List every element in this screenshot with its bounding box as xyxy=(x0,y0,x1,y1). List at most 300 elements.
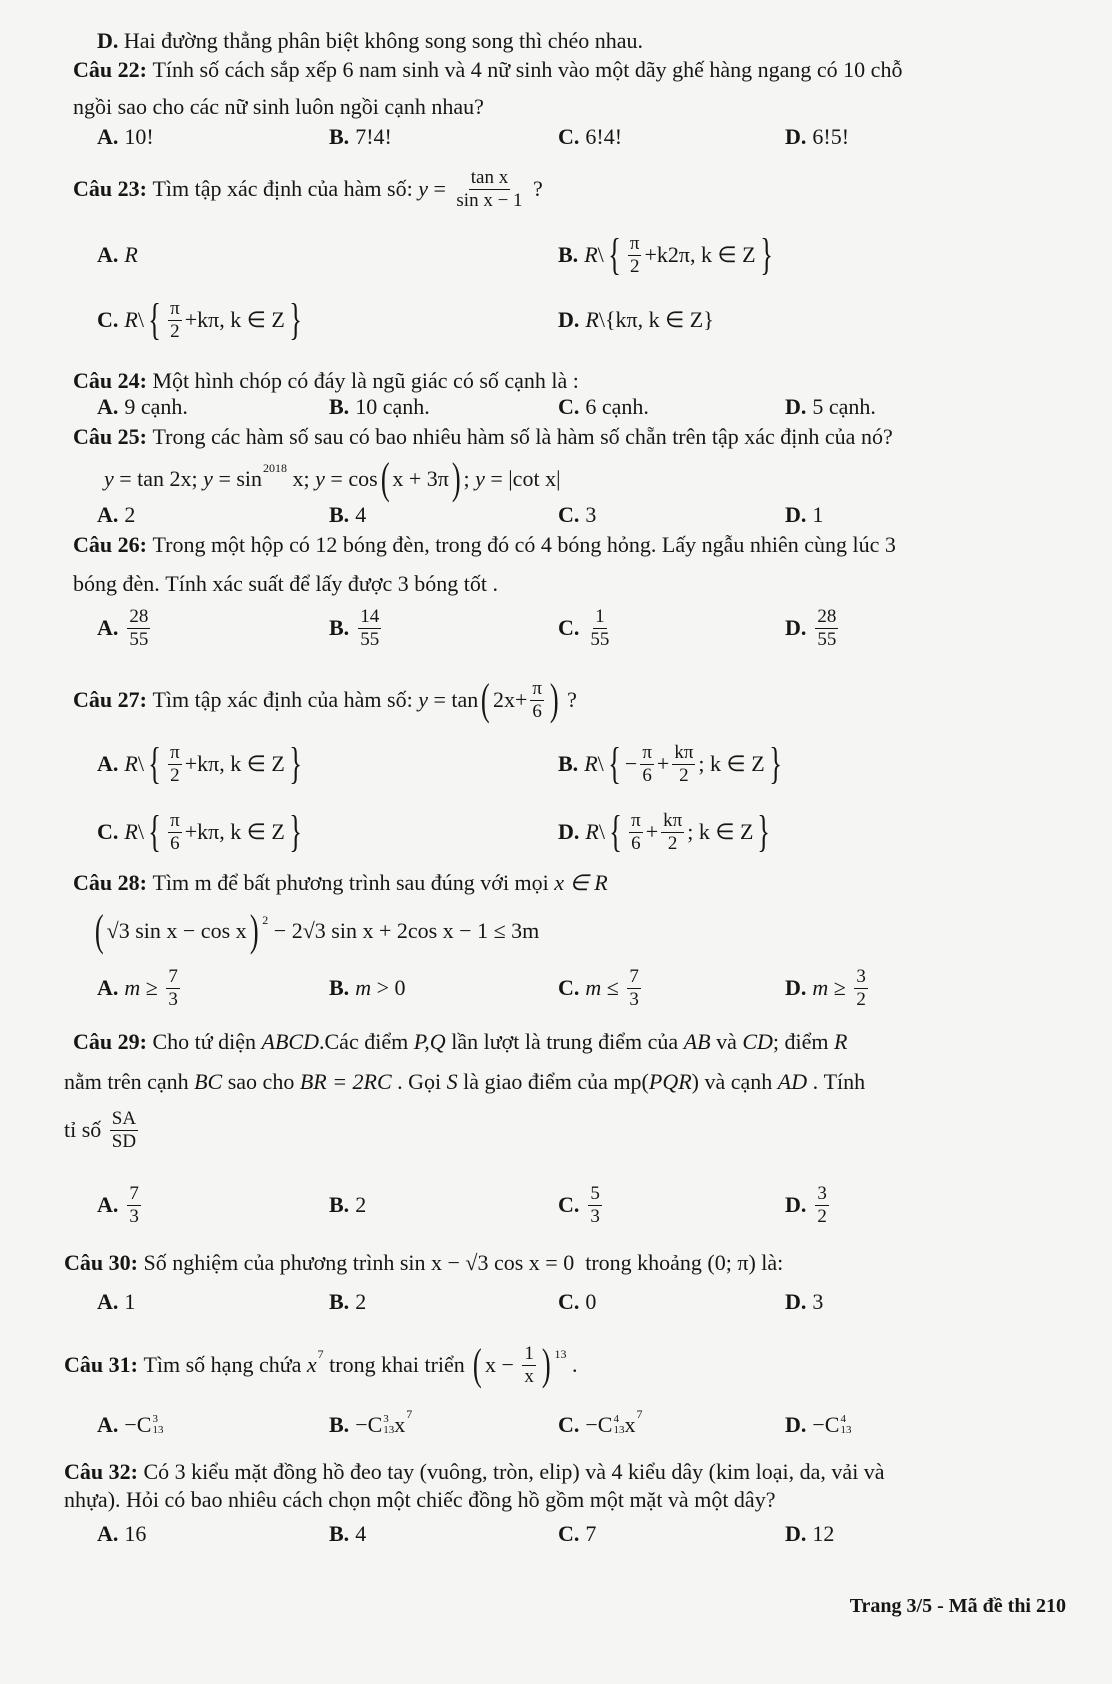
large-bracket: { xyxy=(609,807,622,856)
text-run: (0; π) xyxy=(707,1250,756,1275)
text-run: −C xyxy=(585,1412,613,1437)
fraction xyxy=(168,742,182,787)
text-run: 2x+ xyxy=(492,687,528,712)
math-symbol: y xyxy=(418,687,428,712)
answer-option-c xyxy=(97,807,306,856)
text-run: − xyxy=(624,751,638,776)
option-label: C. xyxy=(558,124,580,149)
large-bracket: } xyxy=(759,230,773,279)
answer-option-c xyxy=(558,124,622,150)
text-run: Số nghiệm của phương trình xyxy=(137,1250,400,1275)
answer-option-c xyxy=(558,502,596,528)
text-run: 6 cạnh. xyxy=(585,394,649,419)
math-symbol: R xyxy=(585,819,599,844)
math-symbol: CD xyxy=(742,1029,773,1054)
option-label: A. xyxy=(97,615,119,640)
q29-text-line xyxy=(73,1029,847,1055)
text-run: Tìm tập xác định của hàm số: xyxy=(146,687,419,712)
math-symbol: y xyxy=(203,466,213,491)
fraction-denominator: x xyxy=(524,1365,534,1387)
fraction xyxy=(661,810,684,855)
fraction-denominator: 3 xyxy=(590,1205,600,1227)
sub-superscript xyxy=(613,1414,624,1436)
question-label: Câu 28: xyxy=(73,870,147,895)
superscript: 3 xyxy=(152,1413,158,1425)
answer-option-b xyxy=(329,975,406,1001)
option-label: C. xyxy=(97,819,119,844)
large-bracket: } xyxy=(289,739,302,788)
text-run: nhựa). Hỏi có bao nhiêu cách chọn một chiếc đồng hồ gồm một mặt và một dây? xyxy=(64,1487,776,1512)
text-run: Một hình chóp có đáy là ngũ giác có số cạnh là : xyxy=(146,368,579,393)
fraction-numerator: π xyxy=(170,809,180,831)
question-label: Câu 25: xyxy=(73,424,147,449)
subscript: 13 xyxy=(840,1424,852,1436)
option-label: B. xyxy=(558,751,579,776)
option-label: A. xyxy=(97,1289,119,1314)
math-symbol: BC xyxy=(194,1069,223,1094)
answer-option-a xyxy=(97,1289,135,1315)
fraction xyxy=(530,678,544,723)
option-label: D. xyxy=(785,615,807,640)
answer-option-c xyxy=(558,605,614,650)
q24-text-line xyxy=(73,368,579,394)
fraction-numerator: kπ xyxy=(663,809,683,831)
text-run: 9 cạnh. xyxy=(124,394,188,419)
option-label: C. xyxy=(558,502,580,527)
answer-option-b xyxy=(329,605,384,650)
fraction-denominator: 6 xyxy=(532,700,542,722)
text-run: bóng đèn. Tính xác suất để lấy được 3 bóng tốt . xyxy=(73,571,498,596)
q29-text-line xyxy=(64,1069,865,1095)
fraction-numerator: 5 xyxy=(590,1182,600,1204)
text-run: 3 xyxy=(812,1289,824,1314)
question-label: Câu 22: xyxy=(73,57,147,82)
answer-option-c xyxy=(558,1182,605,1227)
superscript: 7 xyxy=(636,1407,643,1421)
text-run: Tính số cách sắp xếp 6 nam sinh và 4 nữ sinh vào một dãy ghế hàng ngang có 10 chỗ xyxy=(146,57,903,82)
text-run: \ xyxy=(137,307,144,332)
fraction-denominator: 3 xyxy=(629,988,639,1010)
text-run: . Gọi xyxy=(391,1069,447,1094)
text-run: 10! xyxy=(124,124,154,149)
large-bracket: { xyxy=(148,807,161,856)
math-symbol: R xyxy=(124,751,138,776)
answer-option-c xyxy=(558,394,649,420)
option-label: C. xyxy=(558,1412,580,1437)
fraction-numerator: 14 xyxy=(360,605,380,627)
fraction xyxy=(127,1183,141,1228)
math-symbol: m xyxy=(585,975,602,1000)
fraction-numerator: 3 xyxy=(856,965,866,987)
question-label: Câu 31: xyxy=(64,1352,138,1377)
question-label: Câu 29: xyxy=(73,1029,147,1054)
option-label: A. xyxy=(97,242,119,267)
text-run: .Các điểm xyxy=(319,1029,414,1054)
text-run: là giao điểm của mp( xyxy=(457,1069,649,1094)
q25-text-line xyxy=(73,424,893,450)
superscript: 13 xyxy=(554,1347,567,1361)
fraction xyxy=(166,966,180,1011)
answer-option-d xyxy=(785,124,849,150)
large-bracket: ) xyxy=(549,675,559,724)
text-run: = |cot x| xyxy=(484,466,561,491)
answer-option-d xyxy=(785,965,871,1010)
text-run: 4 xyxy=(355,502,367,527)
text-run: ≤ xyxy=(601,975,625,1000)
q30-text-line xyxy=(64,1250,783,1276)
text-run: ; k ∈ Z xyxy=(687,819,754,844)
large-bracket: { xyxy=(148,295,161,344)
math-symbol: y xyxy=(315,466,325,491)
text-run: Tìm số hạng chứa xyxy=(137,1352,307,1377)
answer-option-c xyxy=(558,1407,643,1438)
text-run: ngồi sao cho các nữ sinh luôn ngồi cạnh nhau? xyxy=(73,94,484,119)
q28-formula xyxy=(92,906,540,955)
option-label: A. xyxy=(97,124,119,149)
fraction-denominator: 3 xyxy=(168,988,178,1010)
answer-option-b xyxy=(329,1192,366,1218)
math-symbol: x ∈ R xyxy=(554,870,608,895)
math-symbol: AB xyxy=(683,1029,711,1054)
text-run: . xyxy=(566,1352,578,1377)
option-label: D. xyxy=(785,1521,807,1546)
option-label: C. xyxy=(558,975,580,1000)
fraction-numerator: SA xyxy=(111,1107,137,1129)
q26-text-line xyxy=(73,532,896,558)
answer-option-b xyxy=(558,739,786,788)
text-run: \ xyxy=(137,751,144,776)
subscript: 13 xyxy=(383,1424,395,1436)
fraction-denominator: sin x − 1 xyxy=(456,189,523,211)
option-label: D. xyxy=(785,975,807,1000)
text-run: và xyxy=(710,1029,743,1054)
answer-option-d xyxy=(558,307,714,333)
fraction xyxy=(168,298,182,343)
text-run: = tan xyxy=(427,687,479,712)
superscript: 4 xyxy=(840,1413,846,1425)
math-symbol: R xyxy=(124,819,138,844)
answer-option-a xyxy=(97,965,183,1010)
answer-option-a xyxy=(97,605,153,650)
fraction-numerator: π xyxy=(642,741,652,763)
large-bracket: { xyxy=(148,739,161,788)
fraction xyxy=(110,1108,138,1153)
option-label: D. xyxy=(558,307,580,332)
large-bracket: { xyxy=(607,739,621,788)
text-run: 6!4! xyxy=(585,124,623,149)
text-run: 2 xyxy=(355,1192,367,1217)
answer-option-b xyxy=(558,230,777,279)
text-run: 3 xyxy=(585,502,597,527)
option-label: D. xyxy=(785,1412,807,1437)
text-run: ? xyxy=(561,687,577,712)
text-run: +k2π, k ∈ Z xyxy=(644,242,756,267)
answer-option-a xyxy=(97,242,138,268)
text-run: Trong một hộp có 12 bóng đèn, trong đó có 4 bóng hỏng. Lấy ngẫu nhiên cùng lúc 3 xyxy=(146,532,896,557)
option-label: B. xyxy=(329,1521,350,1546)
option-label: B. xyxy=(329,394,350,419)
option-label: C. xyxy=(558,1192,580,1217)
text-run: +kπ, k ∈ Z xyxy=(184,751,285,776)
large-bracket: ) xyxy=(451,454,461,503)
fraction-numerator: kπ xyxy=(674,741,694,763)
large-bracket: ) xyxy=(249,906,259,955)
text-run: √3 sin x − cos x xyxy=(106,918,247,943)
answer-option-d xyxy=(785,1412,851,1438)
math-symbol: R xyxy=(585,307,599,332)
option-label: D. xyxy=(558,819,580,844)
text-run: 1 xyxy=(812,502,824,527)
text-run: 6!5! xyxy=(812,124,850,149)
q21-option-d xyxy=(97,28,643,54)
math-symbol: P,Q xyxy=(413,1029,446,1054)
answer-option-a xyxy=(97,739,306,788)
answer-option-d xyxy=(785,394,876,420)
text-run: + xyxy=(645,819,659,844)
option-label: A. xyxy=(97,975,119,1000)
superscript: 2018 xyxy=(263,461,288,475)
text-run: > 0 xyxy=(371,975,406,1000)
text-run: 0 xyxy=(585,1289,597,1314)
text-run: . Tính xyxy=(807,1069,866,1094)
text-run: \ xyxy=(137,819,144,844)
answer-option-c xyxy=(558,965,644,1010)
math-symbol: y xyxy=(418,176,428,201)
answer-option-d xyxy=(785,502,823,528)
text-run: x xyxy=(394,1412,406,1437)
text-run: Cho tứ diện xyxy=(146,1029,262,1054)
option-label: B. xyxy=(329,502,350,527)
fraction-numerator: 1 xyxy=(524,1342,534,1364)
fraction-denominator: 55 xyxy=(129,628,149,650)
fraction-numerator: 28 xyxy=(129,605,149,627)
answer-option-a xyxy=(97,502,135,528)
option-label: C. xyxy=(558,1289,580,1314)
answer-option-c xyxy=(97,295,306,344)
math-symbol: PQR xyxy=(648,1069,692,1094)
fraction xyxy=(588,606,611,651)
answer-option-c xyxy=(558,1521,596,1547)
subscript: 13 xyxy=(613,1424,625,1436)
fraction xyxy=(358,606,381,651)
q27-text-line xyxy=(73,675,577,724)
math-symbol: ABCD xyxy=(261,1029,319,1054)
math-symbol: y xyxy=(104,466,114,491)
answer-option-d xyxy=(785,1289,823,1315)
superscript: 2 xyxy=(262,913,269,927)
fraction-denominator: 2 xyxy=(667,832,678,854)
question-label: Câu 23: xyxy=(73,176,147,201)
q23-text-line xyxy=(73,166,543,211)
text-run: x + 3π xyxy=(392,466,449,491)
text-run: Hai đường thẳng phân biệt không song song thì chéo nhau. xyxy=(118,28,643,53)
text-run: Tìm m để bất phương trình sau đúng với mọi xyxy=(146,870,555,895)
option-label: D. xyxy=(785,124,807,149)
fraction-denominator: 2 xyxy=(170,320,180,342)
math-symbol: BR = 2RC xyxy=(299,1069,392,1094)
question-label: Câu 24: xyxy=(73,368,147,393)
math-symbol: x xyxy=(306,1352,317,1377)
option-label: B. xyxy=(329,1412,350,1437)
text-run: = cos xyxy=(324,466,378,491)
large-bracket: ( xyxy=(94,906,104,955)
text-run: −C xyxy=(355,1412,383,1437)
math-symbol: R xyxy=(584,242,598,267)
text-run: trong khai triển xyxy=(323,1352,471,1377)
sub-superscript xyxy=(840,1414,851,1436)
fraction-numerator: tan x xyxy=(470,166,509,188)
question-label: Câu 32: xyxy=(64,1459,138,1484)
text-run: 2 xyxy=(124,502,136,527)
text-run: ? xyxy=(527,176,543,201)
text-run: = xyxy=(427,176,452,201)
superscript: 4 xyxy=(613,1413,619,1425)
fraction xyxy=(628,233,642,278)
large-bracket: ( xyxy=(380,454,390,503)
text-run: 1 xyxy=(124,1289,136,1314)
fraction-numerator: 1 xyxy=(595,605,605,627)
math-symbol: R xyxy=(834,1029,848,1054)
math-symbol: y xyxy=(475,466,485,491)
fraction-denominator: 2 xyxy=(679,764,689,786)
text-run: sin x − √3 cos x = 0 xyxy=(399,1250,575,1275)
text-run: = sin xyxy=(212,466,263,491)
text-run: +kπ, k ∈ Z xyxy=(184,307,285,332)
text-run: \ xyxy=(598,819,605,844)
fraction xyxy=(588,1183,602,1228)
subscript: 13 xyxy=(152,1424,164,1436)
text-run: 2 xyxy=(355,1289,367,1314)
answer-option-a xyxy=(97,1521,146,1547)
answer-option-b xyxy=(329,124,392,150)
fraction xyxy=(640,742,654,787)
superscript: 7 xyxy=(406,1407,413,1421)
answer-option-d xyxy=(785,1182,832,1227)
large-bracket: ) xyxy=(541,1340,551,1389)
large-bracket: } xyxy=(289,295,302,344)
text-run: x − xyxy=(484,1352,520,1377)
text-run: ≥ xyxy=(140,975,164,1000)
option-label: B. xyxy=(329,124,350,149)
superscript: 3 xyxy=(383,1413,389,1425)
option-label: B. xyxy=(558,242,579,267)
fraction-denominator: 2 xyxy=(629,255,640,277)
fraction-numerator: 28 xyxy=(817,605,837,627)
text-run: sao cho xyxy=(222,1069,300,1094)
large-bracket: } xyxy=(289,807,302,856)
option-label: D. xyxy=(785,1289,807,1314)
answer-option-b xyxy=(329,1289,366,1315)
answer-option-b xyxy=(329,394,430,420)
q32-text-line xyxy=(64,1487,775,1513)
large-bracket: } xyxy=(757,807,771,856)
option-label: A. xyxy=(97,1412,119,1437)
text-run: +kπ, k ∈ Z xyxy=(184,819,285,844)
option-label: D. xyxy=(785,1192,807,1217)
fraction xyxy=(454,167,524,212)
text-run: x; xyxy=(287,466,316,491)
page-footer: Trang 3/5 - Mã đề thi 210 xyxy=(849,1595,1066,1617)
q32-text-line xyxy=(64,1459,885,1485)
fraction xyxy=(854,966,868,1011)
question-label: Câu 26: xyxy=(73,532,147,557)
large-bracket: } xyxy=(768,739,782,788)
option-label: B. xyxy=(329,1192,350,1217)
fraction-numerator: 7 xyxy=(629,965,639,987)
option-label: A. xyxy=(97,1521,119,1546)
fraction-denominator: 6 xyxy=(170,832,180,854)
math-symbol: AD xyxy=(777,1069,808,1094)
option-label: A. xyxy=(97,394,119,419)
option-label: A. xyxy=(97,751,119,776)
text-run: trong khoảng xyxy=(574,1250,708,1275)
q28-text-line xyxy=(73,870,608,896)
text-run: ≥ xyxy=(828,975,852,1000)
text-run: ; k ∈ Z xyxy=(698,751,765,776)
text-run: tỉ số xyxy=(64,1117,107,1142)
fraction-denominator: 3 xyxy=(129,1205,139,1227)
answer-option-d xyxy=(785,1521,834,1547)
math-symbol: m xyxy=(124,975,141,1000)
answer-option-a xyxy=(97,1412,163,1438)
text-run: −C xyxy=(124,1412,152,1437)
option-label: B. xyxy=(329,1289,350,1314)
text-run: lần lượt là trung điểm của xyxy=(445,1029,684,1054)
large-bracket: ( xyxy=(481,675,491,724)
fraction-numerator: π xyxy=(170,297,180,319)
fraction xyxy=(522,1343,536,1388)
fraction-denominator: 55 xyxy=(360,628,380,650)
text-run: 7 xyxy=(585,1521,597,1546)
text-run: x xyxy=(624,1412,636,1437)
text-run: ; xyxy=(463,466,476,491)
text-run: −C xyxy=(812,1412,840,1437)
fraction-numerator: π xyxy=(631,809,641,831)
fraction-denominator: 6 xyxy=(642,764,652,786)
answer-option-c xyxy=(558,1289,596,1315)
math-symbol: R xyxy=(124,242,138,267)
text-run: 5 cạnh. xyxy=(812,394,876,419)
text-run: = tan 2x; xyxy=(113,466,204,491)
fraction-numerator: π xyxy=(532,677,542,699)
option-label: B. xyxy=(329,975,350,1000)
text-run: \ xyxy=(597,242,604,267)
option-label: D. xyxy=(785,502,807,527)
question-label: D. xyxy=(97,28,119,53)
superscript: 7 xyxy=(317,1347,324,1361)
text-run: Tìm tập xác định của hàm số: xyxy=(146,176,419,201)
math-symbol: R xyxy=(124,307,138,332)
option-label: D. xyxy=(785,394,807,419)
option-label: B. xyxy=(329,615,350,640)
text-run: − 2√3 sin x + 2cos x − 1 ≤ 3m xyxy=(268,918,540,943)
math-symbol: S xyxy=(446,1069,458,1094)
fraction-numerator: 7 xyxy=(129,1182,139,1204)
large-bracket: { xyxy=(607,230,621,279)
answer-option-a xyxy=(97,1182,144,1227)
text-run: ; điểm xyxy=(772,1029,835,1054)
math-symbol: m xyxy=(812,975,829,1000)
option-label: A. xyxy=(97,502,119,527)
fraction-denominator: 2 xyxy=(856,988,866,1010)
q29-text-line xyxy=(64,1107,141,1152)
answer-option-b xyxy=(329,1521,366,1547)
q22-text-line xyxy=(73,57,902,83)
answer-option-a xyxy=(97,124,154,150)
text-run: 12 xyxy=(812,1521,835,1546)
answer-option-d xyxy=(558,807,775,856)
fraction-numerator: π xyxy=(629,232,640,254)
